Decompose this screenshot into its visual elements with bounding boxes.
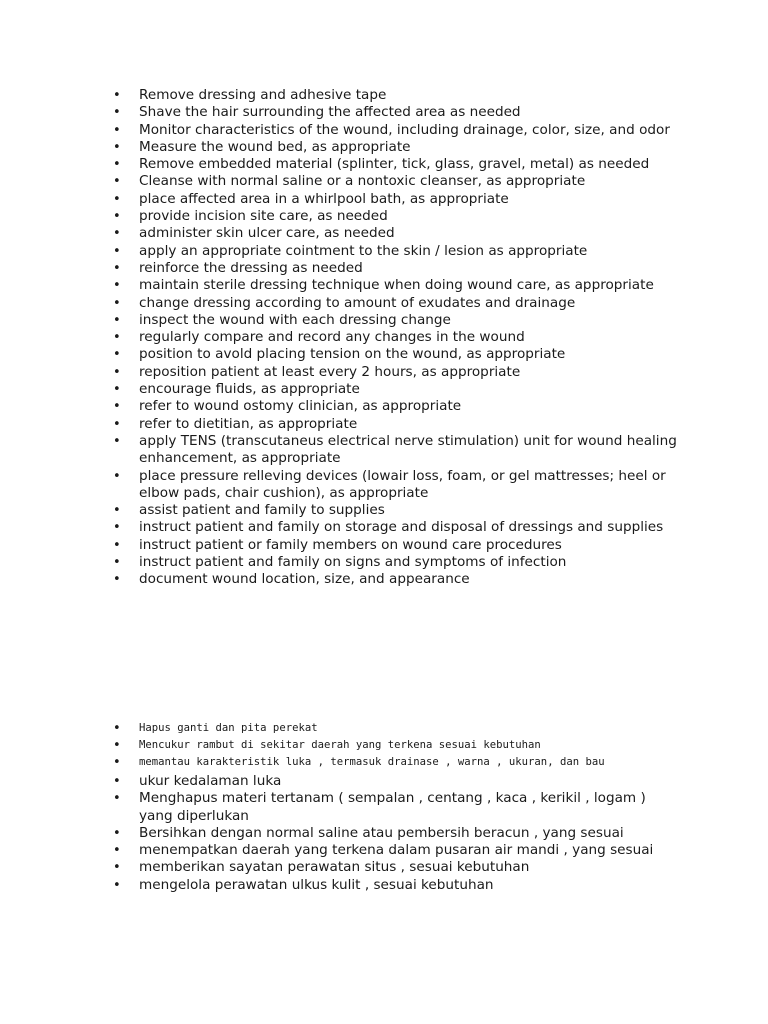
list-item: • place pressure relleving devices (lowair loss, foam, or gel mattresses; heel or elbow pads, chair cushion), as appropriate bbox=[113, 468, 683, 503]
list-item: • place affected area in a whirlpool bath, as appropriate bbox=[113, 191, 683, 208]
list-item: • Monitor characteristics of the wound, including drainage, color, size, and odor bbox=[113, 122, 683, 139]
list-item: • instruct patient and family on storage and disposal of dressings and supplies bbox=[113, 519, 683, 536]
list-item: • apply an appropriate cointment to the skin / lesion as appropriate bbox=[113, 243, 683, 260]
list-item: • apply TENS (transcutaneus electrical nerve stimulation) unit for wound healing enhancement, as appropriate bbox=[113, 433, 683, 468]
indonesian-bullet-list bbox=[113, 722, 679, 894]
list-item: • change dressing according to amount of exudates and drainage bbox=[113, 295, 683, 312]
list-item: • Remove dressing and adhesive tape bbox=[113, 87, 683, 104]
list-item: • menempatkan daerah yang terkena dalam pusaran air mandi , yang sesuai bbox=[113, 842, 679, 859]
list-item: • mengelola perawatan ulkus kulit , sesuai kebutuhan bbox=[113, 877, 679, 894]
list-item: • assist patient and family to supplies bbox=[113, 502, 683, 519]
list-item: • Remove embedded material (splinter, tick, glass, gravel, metal) as needed bbox=[113, 156, 683, 173]
list-item: • document wound location, size, and appearance bbox=[113, 571, 683, 588]
list-item: • instruct patient and family on signs and symptoms of infection bbox=[113, 554, 683, 571]
list-item: • refer to dietitian, as appropriate bbox=[113, 416, 683, 433]
list-item: • Menghapus materi tertanam ( sempalan , centang , kaca , kerikil , logam ) yang diperlukan bbox=[113, 790, 679, 825]
list-item: • reinforce the dressing as needed bbox=[113, 260, 683, 277]
list-item: • refer to wound ostomy clinician, as appropriate bbox=[113, 398, 683, 415]
list-item: • Measure the wound bed, as appropriate bbox=[113, 139, 683, 156]
list-item: • Cleanse with normal saline or a nontoxic cleanser, as appropriate bbox=[113, 173, 683, 190]
list-item: • Shave the hair surrounding the affected area as needed bbox=[113, 104, 683, 121]
list-item: • Mencukur rambut di sekitar daerah yang terkena sesuai kebutuhan bbox=[113, 739, 679, 752]
list-item: • encourage fluids, as appropriate bbox=[113, 381, 683, 398]
list-item: • Hapus ganti dan pita perekat bbox=[113, 722, 679, 735]
list-item: • position to avold placing tension on the wound, as appropriate bbox=[113, 346, 683, 363]
list-item: • administer skin ulcer care, as needed bbox=[113, 225, 683, 242]
list-item: • Bersihkan dengan normal saline atau pembersih beracun , yang sesuai bbox=[113, 825, 679, 842]
list-item: • regularly compare and record any changes in the wound bbox=[113, 329, 683, 346]
list-item: • inspect the wound with each dressing change bbox=[113, 312, 683, 329]
list-item: • memantau karakteristik luka , termasuk drainase , warna , ukuran, dan bau bbox=[113, 756, 679, 769]
list-item: • reposition patient at least every 2 hours, as appropriate bbox=[113, 364, 683, 381]
english-bullet-list bbox=[113, 87, 683, 589]
list-item: • provide incision site care, as needed bbox=[113, 208, 683, 225]
list-item: • instruct patient or family members on wound care procedures bbox=[113, 537, 683, 554]
list-item: • maintain sterile dressing technique when doing wound care, as appropriate bbox=[113, 277, 683, 294]
list-item: • ukur kedalaman luka bbox=[113, 773, 679, 790]
list-item: • memberikan sayatan perawatan situs , sesuai kebutuhan bbox=[113, 859, 679, 876]
